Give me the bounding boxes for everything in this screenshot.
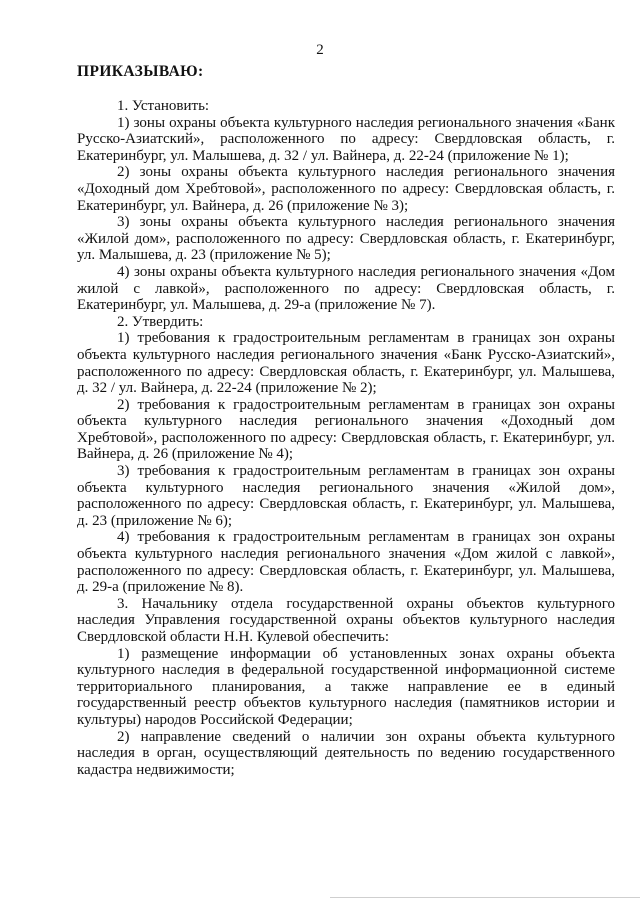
paragraph-1-3: 3) зоны охраны объекта культурного наследия регионального значения «Жилой дом», расположенного по адресу: Свердловская область, г. Екатеринбург, ул. Малышева, д. 23 (приложение № 5); (77, 214, 615, 264)
paragraph-2-2: 2) требования к градостроительным регламентам в границах зон охраны объекта культурного наследия регионального значения «Доходный дом Хребтовой», расположенного по адресу: Свердловская область, г. Екатеринбург, ул. Вайнера, д. 26 (приложение № 4); (77, 396, 615, 463)
section-3-heading: 3. Начальнику отдела государственной охраны объектов культурного наследия Управления государственной охраны объектов культурного наследия Свердловской области Н.Н. Кулевой обеспечить: (77, 595, 615, 645)
page-number: 2 (316, 42, 324, 58)
paragraph-2-4: 4) требования к градостроительным регламентам в границах зон охраны объекта культурного наследия регионального значения «Дом жилой с лавкой», расположенного по адресу: Свердловская область, г. Екатеринбург, ул. Малышева, д. 29-а (приложение № 8). (77, 529, 615, 596)
paragraph-3-2: 2) направление сведений о наличии зон охраны объекта культурного наследия в орган, осуществляющий деятельность по ведению государственного кадастра недвижимости; (77, 728, 615, 778)
paragraph-3-1: 1) размещение информации об установленных зонах охраны объекта культурного наследия в федеральной государственной информационной системе территориального планирования, а также направление ее в единый государственный реестр объектов культурного наследия (памятников истории и культуры) народов Российской Федерации; (77, 645, 615, 728)
bottom-edge-line (330, 897, 640, 898)
paragraph-2-1: 1) требования к градостроительным регламентам в границах зон охраны объекта культурного наследия регионального значения «Банк Русско-Азиатский», расположенного по адресу: Свердловская область, г. Екатеринбург, ул. Малышева, д. 32 / ул. Вайнера, д. 22-24 (приложение № 2); (77, 330, 615, 397)
section-1-heading: 1. Установить: (117, 98, 210, 114)
paragraph-1-2: 2) зоны охраны объекта культурного наследия регионального значения «Доходный дом Хребтовой», расположенного по адресу: Свердловская область, г. Екатеринбург, ул. Вайнера, д. 26 (приложение № 3); (77, 164, 615, 214)
paragraph-1-4: 4) зоны охраны объекта культурного наследия регионального значения «Дом жилой с лавкой», расположенного по адресу: Свердловская область, г. Екатеринбург, ул. Малышева, д. 29-а (приложение № 7). (77, 263, 615, 314)
order-heading: ПРИКАЗЫВАЮ: (77, 63, 204, 80)
section-2-heading: 2. Утвердить: (117, 313, 204, 330)
paragraph-2-3: 3) требования к градостроительным регламентам в границах зон охраны объекта культурного наследия регионального значения «Жилой дом», расположенного по адресу: Свердловская область, г. Екатеринбург, ул. Малышева, д. 23 (приложение № 6); (77, 463, 615, 529)
paragraph-1-1: 1) зоны охраны объекта культурного наследия регионального значения «Банк Русско-Азиатский», расположенного по адресу: Свердловская область, г. Екатеринбург, ул. Малышева, д. 32 / ул. Вайнера, д. 22-24 (приложение № 1); (77, 114, 615, 164)
document-body (77, 98, 615, 778)
